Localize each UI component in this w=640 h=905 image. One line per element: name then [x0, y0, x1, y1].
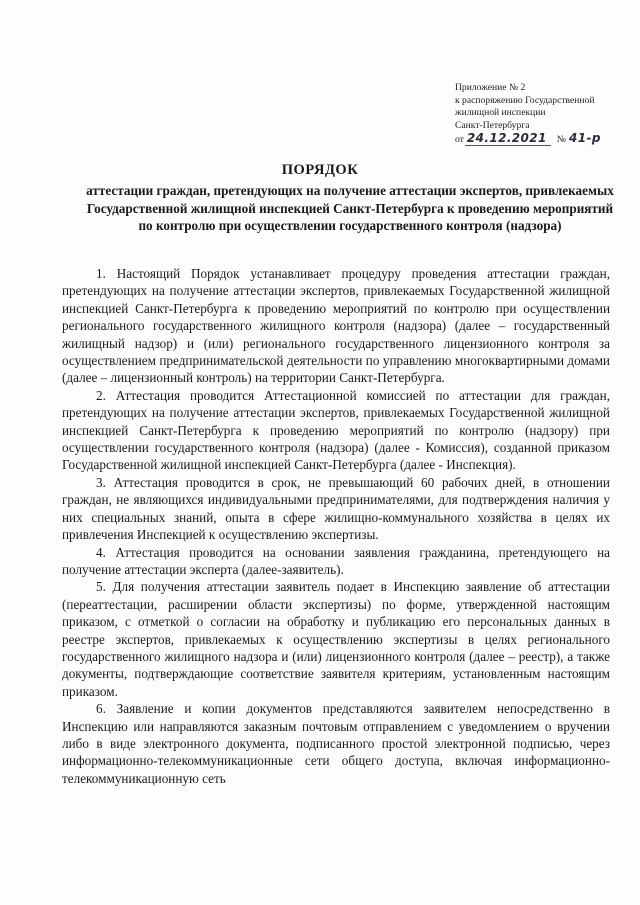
document-subtitle: аттестации граждан, претендующих на получение аттестации экспертов, привлекаемых Государственной жилищной инспекцией Санкт-Петербурга к проведению мероприятий по контролю при осуществлении государственного контроля (надзора) — [86, 183, 614, 233]
handwritten-date: 24.12.2021 — [465, 132, 551, 146]
paragraph: 2. Аттестация проводится Аттестационной комиссией по аттестации для граждан, претендующих на получение аттестации экспертов, привлекаемых Государственной жилищной инспекцией Санкт-Петербурга к проведению мероприятий по контролю (надзору) при осуществлении государственного контроля (надзора) (далее - Комиссия), созданной приказом Государственной жилищной инспекцией Санкт-Петербурга (далее - Инспекция). — [62, 387, 610, 473]
appendix-date-line — [455, 132, 625, 147]
paragraph: 4. Аттестация проводится на основании заявления гражданина, претендующего на получение аттестации эксперта (далее-заявитель). — [62, 544, 610, 577]
appendix-line: жилищной инспекции — [455, 107, 546, 119]
appendix-stamp — [455, 82, 625, 147]
appendix-line: Приложение № 2 — [455, 82, 526, 93]
paragraph: 3. Аттестация проводится в срок, не превышающий 60 рабочих дней, в отношении граждан, не являющихся индивидуальными предпринимателями, для подтверждения наличия у них специальных знаний, опыта в сфере жилищно-коммунального хозяйства в целях их привлечения Инспекцией к осуществлению экспертизы. — [62, 474, 610, 543]
document-title: ПОРЯДОК — [281, 162, 359, 178]
document-body — [62, 265, 610, 787]
appendix-line: Санкт-Петербурга — [455, 119, 530, 131]
paragraph: 6. Заявление и копии документов представляются заявителем непосредственно в Инспекцию или направляются заказным почтовым отправлением с уведомлением о вручении либо в виде электронного документа, подписанного простой электронной подписью, через информационно-телекоммуникационные сети общего доступа, включая информационно-телекоммуникационную сеть — [62, 701, 610, 786]
handwritten-number: 41-р — [568, 131, 601, 146]
number-label: № — [556, 134, 566, 146]
appendix-line: к распоряжению Государственной — [455, 94, 595, 106]
paragraph: 1. Настоящий Порядок устанавливает процедуру проведения аттестации граждан, претендующих на получение аттестации экспертов, привлекаемых Государственной жилищной инспекцией Санкт-Петербурга к проведению мероприятий по контролю при осуществлении регионального государственного жилищного контроля (надзора) (далее – государственный жилищный надзор) и (или) регионального государственного лицензионного контроля за осуществлением предпринимательской деятельности по управлению многоквартирными домами (далее – лицензионный контроль) на территории Санкт-Петербурга. — [62, 266, 610, 386]
paragraph: 5. Для получения аттестации заявитель подает в Инспекцию заявление об аттестации (переаттестации, расширении области экспертизы) по форме, утвержденной настоящим приказом, с отметкой о согласии на обработку и публикацию его персональных данных в реестре экспертов, привлекаемых к осуществлению экспертизы в целях регионального государственного жилищного надзора и (или) лицензионного контроля (далее – реестр), а также документы, подтверждающие соответствие заявителя критериям, установленным настоящим приказом. — [62, 579, 610, 699]
date-prefix: от — [455, 134, 464, 146]
